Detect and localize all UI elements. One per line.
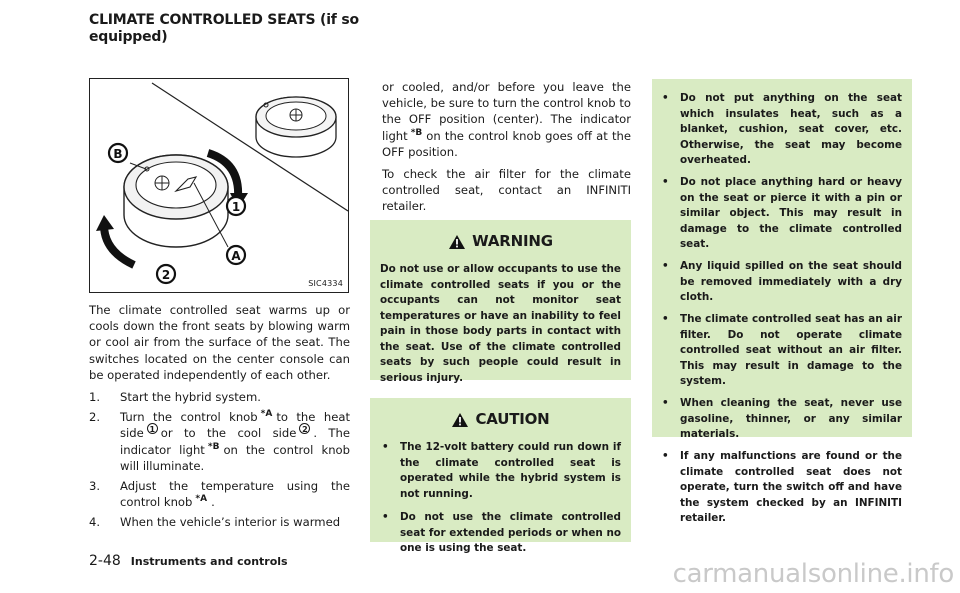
page-title: CLIMATE CONTROLLED SEATS (if so equipped)	[89, 12, 359, 45]
svg-text:A: A	[231, 249, 241, 263]
caution-list	[380, 440, 621, 557]
page-number: 2-48	[89, 553, 121, 569]
knob-drawing	[90, 79, 349, 293]
ref-b: *B	[207, 441, 220, 452]
caution-heading: CAUTION	[380, 412, 621, 428]
ref-1: 1	[147, 423, 158, 434]
front-knob	[124, 155, 228, 247]
caution-item: • The 12-volt battery could run down if the climate controlled seat is operated while the hybrid system is not running.	[382, 441, 621, 500]
column-middle	[382, 79, 631, 221]
filter-paragraph: To check the air filter for the climate controlled seat, contact an INFINITI retailer.	[382, 167, 631, 214]
bullet-dot: •	[662, 397, 669, 409]
callout-a	[227, 246, 245, 264]
ref-2: 2	[299, 423, 310, 434]
callout-1	[227, 197, 245, 215]
bullet-dot: •	[382, 511, 389, 523]
step-4: 4. When the vehicle’s interior is warmed	[89, 515, 341, 530]
step-3: 3. Adjust the temperature using the control knob *A .	[89, 479, 350, 510]
notes-box	[652, 79, 912, 524]
warning-box	[370, 220, 631, 384]
step-1: 1. Start the hybrid system.	[89, 390, 261, 405]
footer-section: Instruments and controls	[130, 555, 288, 568]
caution-item: • Do not use the climate controlled seat for extended periods or when no one is using the seat.	[382, 511, 621, 554]
bullet-dot: •	[662, 260, 669, 272]
seat-knob-illustration	[89, 78, 349, 293]
note-item: • When cleaning the seat, never use gasoline, thinner, or any similar materials.	[662, 397, 902, 440]
ref-a: *A	[195, 494, 208, 505]
warning-triangle-icon	[448, 234, 466, 250]
warning-text: Do not use or allow occupants to use the climate controlled seats if you or the occupants can not monitor seat temperatures or have an inability to feel pain in those body parts in contact with the seat. Use of the climate controlled seats by such people could result in serious injury.	[380, 263, 621, 384]
note-item: • Any liquid spilled on the seat should be removed immediately with a dry cloth.	[662, 260, 902, 303]
svg-text:2: 2	[161, 268, 171, 282]
warning-triangle-icon	[451, 412, 469, 428]
step-2: 2. Turn the control knob *A to the heat side 1 or to the cool side 2 . The indicator light *B on the control knob will illuminate.	[89, 409, 350, 473]
callout-2	[157, 265, 175, 283]
note-item: • If any malfunctions are found or the climate controlled seat does not operate, turn the switch off and have the system checked by an INFINITI retailer.	[662, 450, 902, 524]
svg-text:B: B	[113, 147, 123, 161]
note-item: • Do not place anything hard or heavy on the seat or pierce it with a pin or similar object. This may result in damage to the climate controlled seat.	[662, 176, 902, 250]
note-item: • Do not put anything on the seat which insulates heat, such as a blanket, cushion, seat cover, etc. Otherwise, the seat may become overheated.	[662, 92, 902, 166]
bullet-dot: •	[382, 441, 389, 453]
continuation-paragraph: or cooled, and/or before you leave the vehicle, be sure to turn the control knob to the OFF position (center). The indicator light *B on the control knob goes off at the OFF position.	[382, 80, 631, 159]
intro-paragraph: The climate controlled seat warms up or cools down the front seats by blowing warm or cool air from the surface of the seat. The switches located on the center console can be operated independently of each other.	[89, 303, 350, 382]
warning-heading: WARNING	[380, 234, 621, 250]
caution-box	[370, 398, 631, 554]
bullet-dot: •	[662, 313, 669, 325]
cool-direction-arrow	[104, 225, 134, 265]
bullet-dot: •	[662, 450, 669, 462]
figure-code: SIC4334	[308, 279, 343, 288]
bullet-dot: •	[662, 176, 669, 188]
column-left	[89, 302, 350, 535]
notes-list	[660, 91, 902, 527]
callout-b	[109, 144, 127, 162]
rear-knob	[256, 97, 336, 157]
ref-b: *B	[410, 127, 423, 138]
watermark: carmanualsonline.info	[672, 559, 954, 589]
note-item: • The climate controlled seat has an air filter. Do not operate climate controlled seat without an air filter. This may result in damage to the system.	[662, 313, 902, 387]
svg-text:1: 1	[231, 200, 241, 214]
page-footer	[89, 553, 288, 569]
ref-a: *A	[260, 409, 273, 420]
bullet-dot: •	[662, 92, 669, 104]
